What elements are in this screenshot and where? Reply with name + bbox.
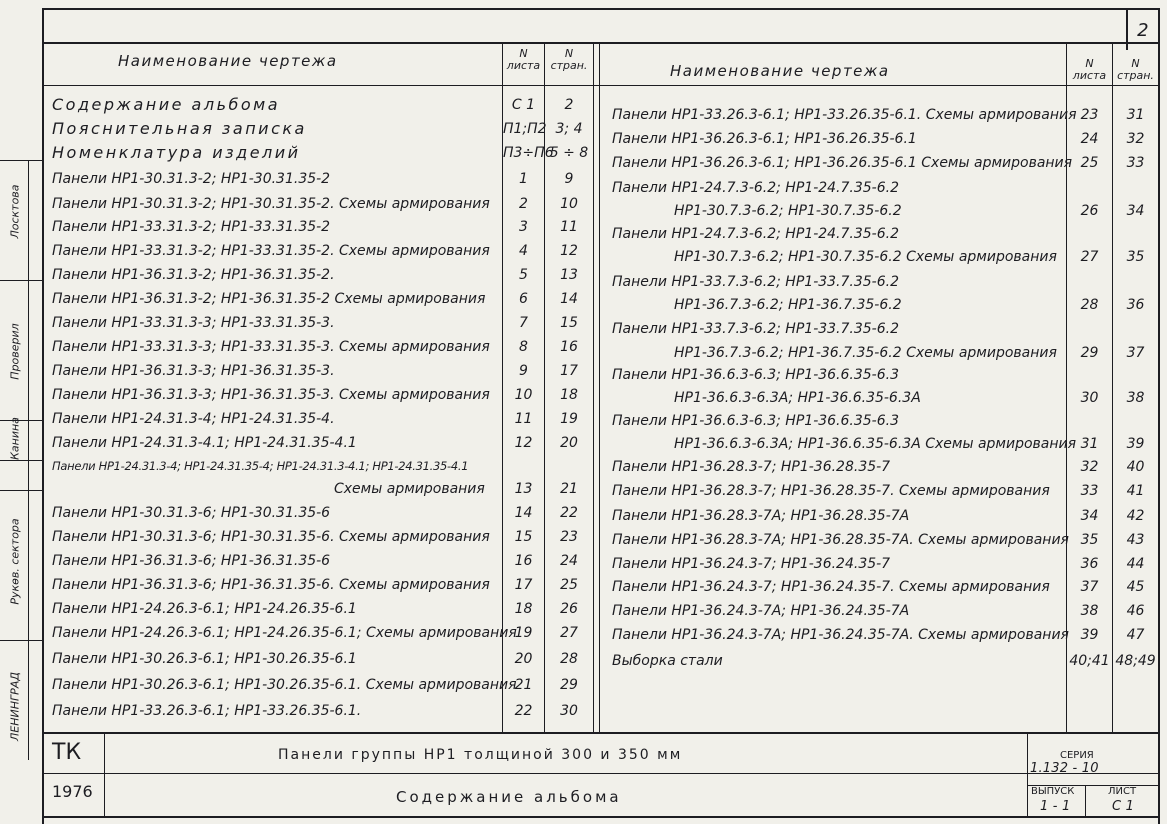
drawing-name: Панели НР1-36.31.3-6; НР1-36.31.35-6. Схемы армирования [52, 577, 490, 593]
drawing-name: Панели НР1-33.31.3-2; НР1-33.31.35-2. Схемы армирования [52, 243, 490, 259]
page-number-cell: 34 [1126, 203, 1145, 219]
sheet-number-cell: 11 [514, 411, 533, 427]
page-number-cell: 20 [560, 435, 578, 451]
table-row [0, 200, 1160, 222]
page-number-cell: 11 [560, 219, 578, 235]
page-number-cell: 12 [560, 243, 578, 259]
sheet-number-cell: С 1 [511, 97, 536, 113]
drawing-name: Панели НР1-36.28.3-7; НР1-36.28.35-7 [612, 459, 891, 475]
side-line-6 [0, 640, 42, 641]
page-number-cell: 5 ÷ 8 [549, 145, 589, 161]
page-number-cell: 13 [560, 267, 578, 283]
page-number-cell: 18 [560, 387, 578, 403]
drawing-name: Панели НР1-36.24.3-7; НР1-36.24.35-7. Схемы армирования [612, 579, 1050, 595]
drawing-name: Панели НР1-33.26.3-6.1; НР1-33.26.35-6.1. [52, 703, 362, 719]
header-sheet-right-sub: листа [1072, 69, 1107, 82]
sheet-number-cell: 39 [1080, 627, 1099, 643]
drawing-name: Панели НР1-36.6.3-6.3; НР1-36.6.35-6.3 [612, 367, 899, 383]
sheet-number-cell: П1;П2 [503, 121, 547, 137]
tb-top [42, 732, 1160, 734]
drawing-name: Пояснительная записка [52, 119, 307, 138]
tb-col-1 [104, 732, 105, 818]
tb-col-2 [1027, 732, 1028, 818]
header-bottom-line [42, 85, 1160, 86]
page-number-cell: 9 [564, 171, 574, 187]
header-name-left: Наименование чертежа [118, 52, 338, 70]
table-row [0, 271, 1160, 293]
drawing-name: Панели НР1-30.31.3-6; НР1-30.31.35-6 [52, 505, 331, 521]
page-number-cell: 39 [1126, 436, 1145, 452]
header-sheet-left-n: N [519, 47, 528, 60]
drawing-name: Панели НР1-24.7.3-6.2; НР1-24.7.35-6.2 [612, 180, 899, 196]
page-number-cell: 19 [560, 411, 578, 427]
sheet-number-cell: 6 [519, 291, 528, 307]
page-number-cell: 30 [560, 703, 578, 719]
table-row [0, 576, 1160, 598]
sheet-number-cell: 22 [514, 703, 533, 719]
drawing-name: Номенклатура изделий [52, 143, 301, 162]
sheet-number-cell: 21 [514, 677, 533, 693]
drawing-name: Панели НР1-33.7.3-6.2; НР1-33.7.35-6.2 [612, 321, 899, 337]
sheet-number-cell: 4 [519, 243, 528, 259]
drawing-name: Панели НР1-33.7.3-6.2; НР1-33.7.35-6.2 [612, 274, 899, 290]
page-number-cell: 27 [560, 625, 578, 641]
drawing-name: Панели НР1-33.31.3-3; НР1-33.31.35-3. Схемы армирования [52, 339, 490, 355]
sheet-number-cell: 32 [1080, 459, 1099, 475]
drawing-name: Панели НР1-24.31.3-4.1; НР1-24.31.35-4.1 [52, 435, 357, 451]
page-number-cell: 33 [1126, 155, 1145, 171]
header-page-left-n: N [564, 47, 574, 60]
page-number-cell: 14 [560, 291, 578, 307]
drawing-name: Выборка стали [612, 653, 723, 669]
sheet-number-cell: 1 [519, 171, 528, 187]
side-role-0: Рукөв. сектора [8, 518, 22, 605]
page-number-cell: 37 [1126, 345, 1145, 361]
table-row [0, 387, 1160, 409]
drawing-name: Панели НР1-36.31.3-2; НР1-36.31.35-2 Схемы армирования [52, 291, 486, 307]
drawing-name: Схемы армирования [334, 481, 485, 497]
drawing-name: Панели НР1-30.26.3-6.1; НР1-30.26.35-6.1 [52, 651, 357, 667]
page-number-cell: 38 [1126, 390, 1145, 406]
drawing-name: Панели НР1-36.26.3-6.1; НР1-36.26.35-6.1 Схемы армирования [612, 155, 1073, 171]
table-row [0, 128, 1160, 150]
page-number-cell: 32 [1126, 131, 1145, 147]
table-row [0, 223, 1160, 245]
drawing-name: Панели НР1-36.24.3-7; НР1-36.24.35-7 [612, 556, 891, 572]
header-name-right: Наименование чертежа [670, 62, 890, 80]
table-row [0, 364, 1160, 386]
side-city: ЛЕНИНГРАД [8, 672, 22, 741]
header-page-right [1113, 58, 1158, 82]
tb-sheet-value: С 1 [1112, 799, 1135, 814]
page-number-cell: 40 [1126, 459, 1145, 475]
header-sheet-right-n: N [1085, 57, 1094, 70]
page-number-cell: 43 [1126, 532, 1145, 548]
sheet-number-cell: 36 [1080, 556, 1099, 572]
sheet-number-cell: 9 [519, 363, 528, 379]
tb-title-2: Содержание альбома [396, 788, 622, 806]
drawing-name: Панели НР1-24.26.3-6.1; НР1-24.26.35-6.1 [52, 601, 357, 617]
sheet-number-cell: 28 [1080, 297, 1099, 313]
sheet-number-cell: 13 [514, 481, 533, 497]
drawing-name: НР1-36.7.3-6.2; НР1-36.7.35-6.2 [674, 297, 902, 313]
page-number-cell: 21 [560, 481, 578, 497]
tb-title-1: Панели группы НР1 толщиной 300 и 350 мм [278, 747, 683, 763]
page-number-cell: 10 [560, 196, 578, 212]
tb-year: 1976 [52, 782, 93, 801]
sheet-number-cell: 14 [514, 505, 533, 521]
tb-issue-label: ВЫПУСК [1031, 786, 1075, 797]
page-number-cell: 16 [560, 339, 578, 355]
table-row [0, 553, 1160, 575]
tb-bottom [42, 816, 1160, 818]
header-sheet-left [503, 48, 544, 72]
header-sheet-right [1067, 58, 1112, 82]
header-page-right-sub: стран. [1117, 69, 1154, 82]
table-row [0, 674, 1160, 696]
header-page-left [545, 48, 593, 72]
sheet-number-cell: 5 [519, 267, 528, 283]
table-row [0, 456, 1160, 478]
page-number-cell: 24 [560, 553, 578, 569]
sheet-number-cell: 16 [514, 553, 533, 569]
tb-sheet-label: ЛИСТ [1108, 786, 1137, 797]
sheet-number-cell: 23 [1080, 107, 1099, 123]
sheet-number-cell: 30 [1080, 390, 1099, 406]
sheet-number-cell: 17 [514, 577, 533, 593]
table-row [0, 650, 1160, 672]
drawing-name: Панели НР1-36.31.3-6; НР1-36.31.35-6 [52, 553, 331, 569]
header-page-left-sub: стран. [550, 59, 588, 72]
page-number-cell: 48;49 [1115, 653, 1156, 669]
drawing-name: Панели НР1-36.24.3-7А; НР1-36.24.35-7А [612, 603, 910, 619]
table-row [0, 342, 1160, 364]
sheet-number-cell: 19 [514, 625, 533, 641]
table-row [0, 177, 1160, 199]
table-row [0, 700, 1160, 722]
side-role-2: Проверил [8, 323, 22, 380]
drawing-name: Панели НР1-30.31.3-6; НР1-30.31.35-6. Схемы армирования [52, 529, 490, 545]
tb-mid [42, 773, 1160, 774]
table-row [0, 505, 1160, 527]
drawing-name: НР1-30.7.3-6.2; НР1-30.7.35-6.2 [674, 203, 902, 219]
tb-series-value: 1.132 - 10 [1030, 761, 1099, 776]
page-number-cell: 44 [1126, 556, 1145, 572]
page-number-cell: 42 [1126, 508, 1145, 524]
drawing-name: НР1-36.6.3-6.3А; НР1-36.6.35-6.3А [674, 390, 921, 406]
sheet-number-cell: 26 [1080, 203, 1099, 219]
sheet-number-cell: 12 [514, 435, 533, 451]
drawing-name: Панели НР1-36.28.3-7; НР1-36.28.35-7. Схемы армирования [612, 483, 1050, 499]
drawing-name: Панели НР1-36.6.3-6.3; НР1-36.6.35-6.3 [612, 413, 899, 429]
page-number-cell: 47 [1126, 627, 1145, 643]
drawing-name: Панели НР1-30.26.3-6.1; НР1-30.26.35-6.1. Схемы армирования [52, 677, 517, 693]
sheet-number-cell: 7 [519, 315, 528, 331]
frame-top [42, 8, 1160, 10]
table-row [0, 529, 1160, 551]
sheet-number-cell: 2 [519, 196, 528, 212]
drawing-name: Панели НР1-24.31.3-4; НР1-24.31.35-4. [52, 411, 335, 427]
drawing-name: Панели НР1-36.24.3-7А; НР1-36.24.35-7А. Схемы армирования [612, 627, 1069, 643]
sheet-number-cell: 31 [1080, 436, 1099, 452]
drawing-name: Панели НР1-36.28.3-7А; НР1-36.28.35-7А. Схемы армирования [612, 532, 1069, 548]
sheet-number-cell: 24 [1080, 131, 1099, 147]
table-row [0, 624, 1160, 646]
page-number-cell: 25 [560, 577, 578, 593]
page-number-cell: 2 [564, 97, 574, 113]
sheet-number-cell: 10 [514, 387, 533, 403]
drawing-name: Панели НР1-24.26.3-6.1; НР1-24.26.35-6.1; Схемы армирования [52, 625, 517, 641]
sheet-number-cell: 34 [1080, 508, 1099, 524]
drawing-name: Панели НР1-24.31.3-4; НР1-24.31.35-4; НР1-24.31.3-4.1; НР1-24.31.35-4.1 [52, 459, 469, 473]
sheet-number-cell: 37 [1080, 579, 1099, 595]
sheet-number-cell: 27 [1080, 249, 1099, 265]
table-row [0, 433, 1160, 455]
sheet-number-cell: 25 [1080, 155, 1099, 171]
side-role-1: Канина [8, 417, 22, 460]
table-row [0, 294, 1160, 316]
drawing-name: НР1-30.7.3-6.2; НР1-30.7.35-6.2 Схемы армирования [674, 249, 1057, 265]
table-row [0, 246, 1160, 268]
side-line-2 [0, 280, 42, 281]
sheet-number-cell: 15 [514, 529, 533, 545]
sheet-number-cell: 38 [1080, 603, 1099, 619]
page-number-cell: 35 [1126, 249, 1145, 265]
page-number-cell: 26 [560, 601, 578, 617]
drawing-name: Панели НР1-36.31.3-3; НР1-36.31.35-3. Схемы армирования [52, 387, 490, 403]
sheet-number-cell: 3 [519, 219, 528, 235]
drawing-name: НР1-36.7.3-6.2; НР1-36.7.35-6.2 Схемы армирования [674, 345, 1057, 361]
page-number-cell: 46 [1126, 603, 1145, 619]
page-number-cell: 28 [560, 651, 578, 667]
drawing-name: Панели НР1-24.7.3-6.2; НР1-24.7.35-6.2 [612, 226, 899, 242]
sheet-number-cell: 35 [1080, 532, 1099, 548]
sheet-number-cell: 8 [519, 339, 528, 355]
page-number-cell: 23 [560, 529, 578, 545]
side-stamp [0, 0, 40, 824]
drawing-name: Панели НР1-36.31.3-2; НР1-36.31.35-2. [52, 267, 335, 283]
drawing-name: НР1-36.6.3-6.3А; НР1-36.6.35-6.3А Схемы армирования [674, 436, 1077, 452]
tb-series-label: СЕРИЯ [1060, 750, 1094, 761]
table-row [0, 410, 1160, 432]
sheet-number-cell: П3÷П6 [503, 145, 554, 161]
drawing-name: Панели НР1-30.31.3-2; НР1-30.31.35-2 [52, 171, 331, 187]
page-number-cell: 22 [560, 505, 578, 521]
drawing-name: Панели НР1-33.31.3-3; НР1-33.31.35-3. [52, 315, 335, 331]
drawing-name: Панели НР1-33.31.3-2; НР1-33.31.35-2 [52, 219, 331, 235]
tb-org: ТК [52, 740, 82, 765]
page-number-cell: 31 [1126, 107, 1145, 123]
page-number-cell: 3; 4 [555, 121, 583, 137]
page-number-cell: 45 [1126, 579, 1145, 595]
page-number-cell: 15 [560, 315, 578, 331]
drawing-name: Содержание альбома [52, 95, 281, 114]
sheet-number: 2 [1137, 20, 1149, 41]
table-row [0, 600, 1160, 622]
page-number-cell: 41 [1126, 483, 1145, 499]
drawing-name: Панели НР1-30.31.3-2; НР1-30.31.35-2. Схемы армирования [52, 196, 490, 212]
side-line-5 [0, 490, 42, 491]
sheet-number-cell: 20 [514, 651, 533, 667]
drawing-name: Панели НР1-36.31.3-3; НР1-36.31.35-3. [52, 363, 335, 379]
drawing-name: Панели НР1-33.26.3-6.1; НР1-33.26.35-6.1. Схемы армирования [612, 107, 1077, 123]
drawing-name: Панели НР1-36.28.3-7А; НР1-36.28.35-7А [612, 508, 910, 524]
page-number-cell: 29 [560, 677, 578, 693]
tb-issue-value: 1 - 1 [1040, 799, 1071, 814]
table-row [0, 104, 1160, 126]
sheet-number-cell: 40;41 [1069, 653, 1110, 669]
drawing-name: Панели НР1-36.26.3-6.1; НР1-36.26.35-6.1 [612, 131, 917, 147]
sheet-number-cell: 29 [1080, 345, 1099, 361]
table-row [0, 318, 1160, 340]
page-number-cell: 36 [1126, 297, 1145, 313]
table-row [0, 152, 1160, 174]
sheet-number-cell: 18 [514, 601, 533, 617]
header-page-right-n: N [1131, 57, 1140, 70]
header-sheet-left-sub: листа [506, 59, 541, 72]
tb-col-3 [1085, 785, 1086, 818]
table-row [0, 480, 1160, 502]
side-role-3: Лосктова [8, 184, 22, 239]
header-top-line [42, 42, 1160, 44]
page-number-cell: 17 [560, 363, 578, 379]
sheet-number-cell: 33 [1080, 483, 1099, 499]
